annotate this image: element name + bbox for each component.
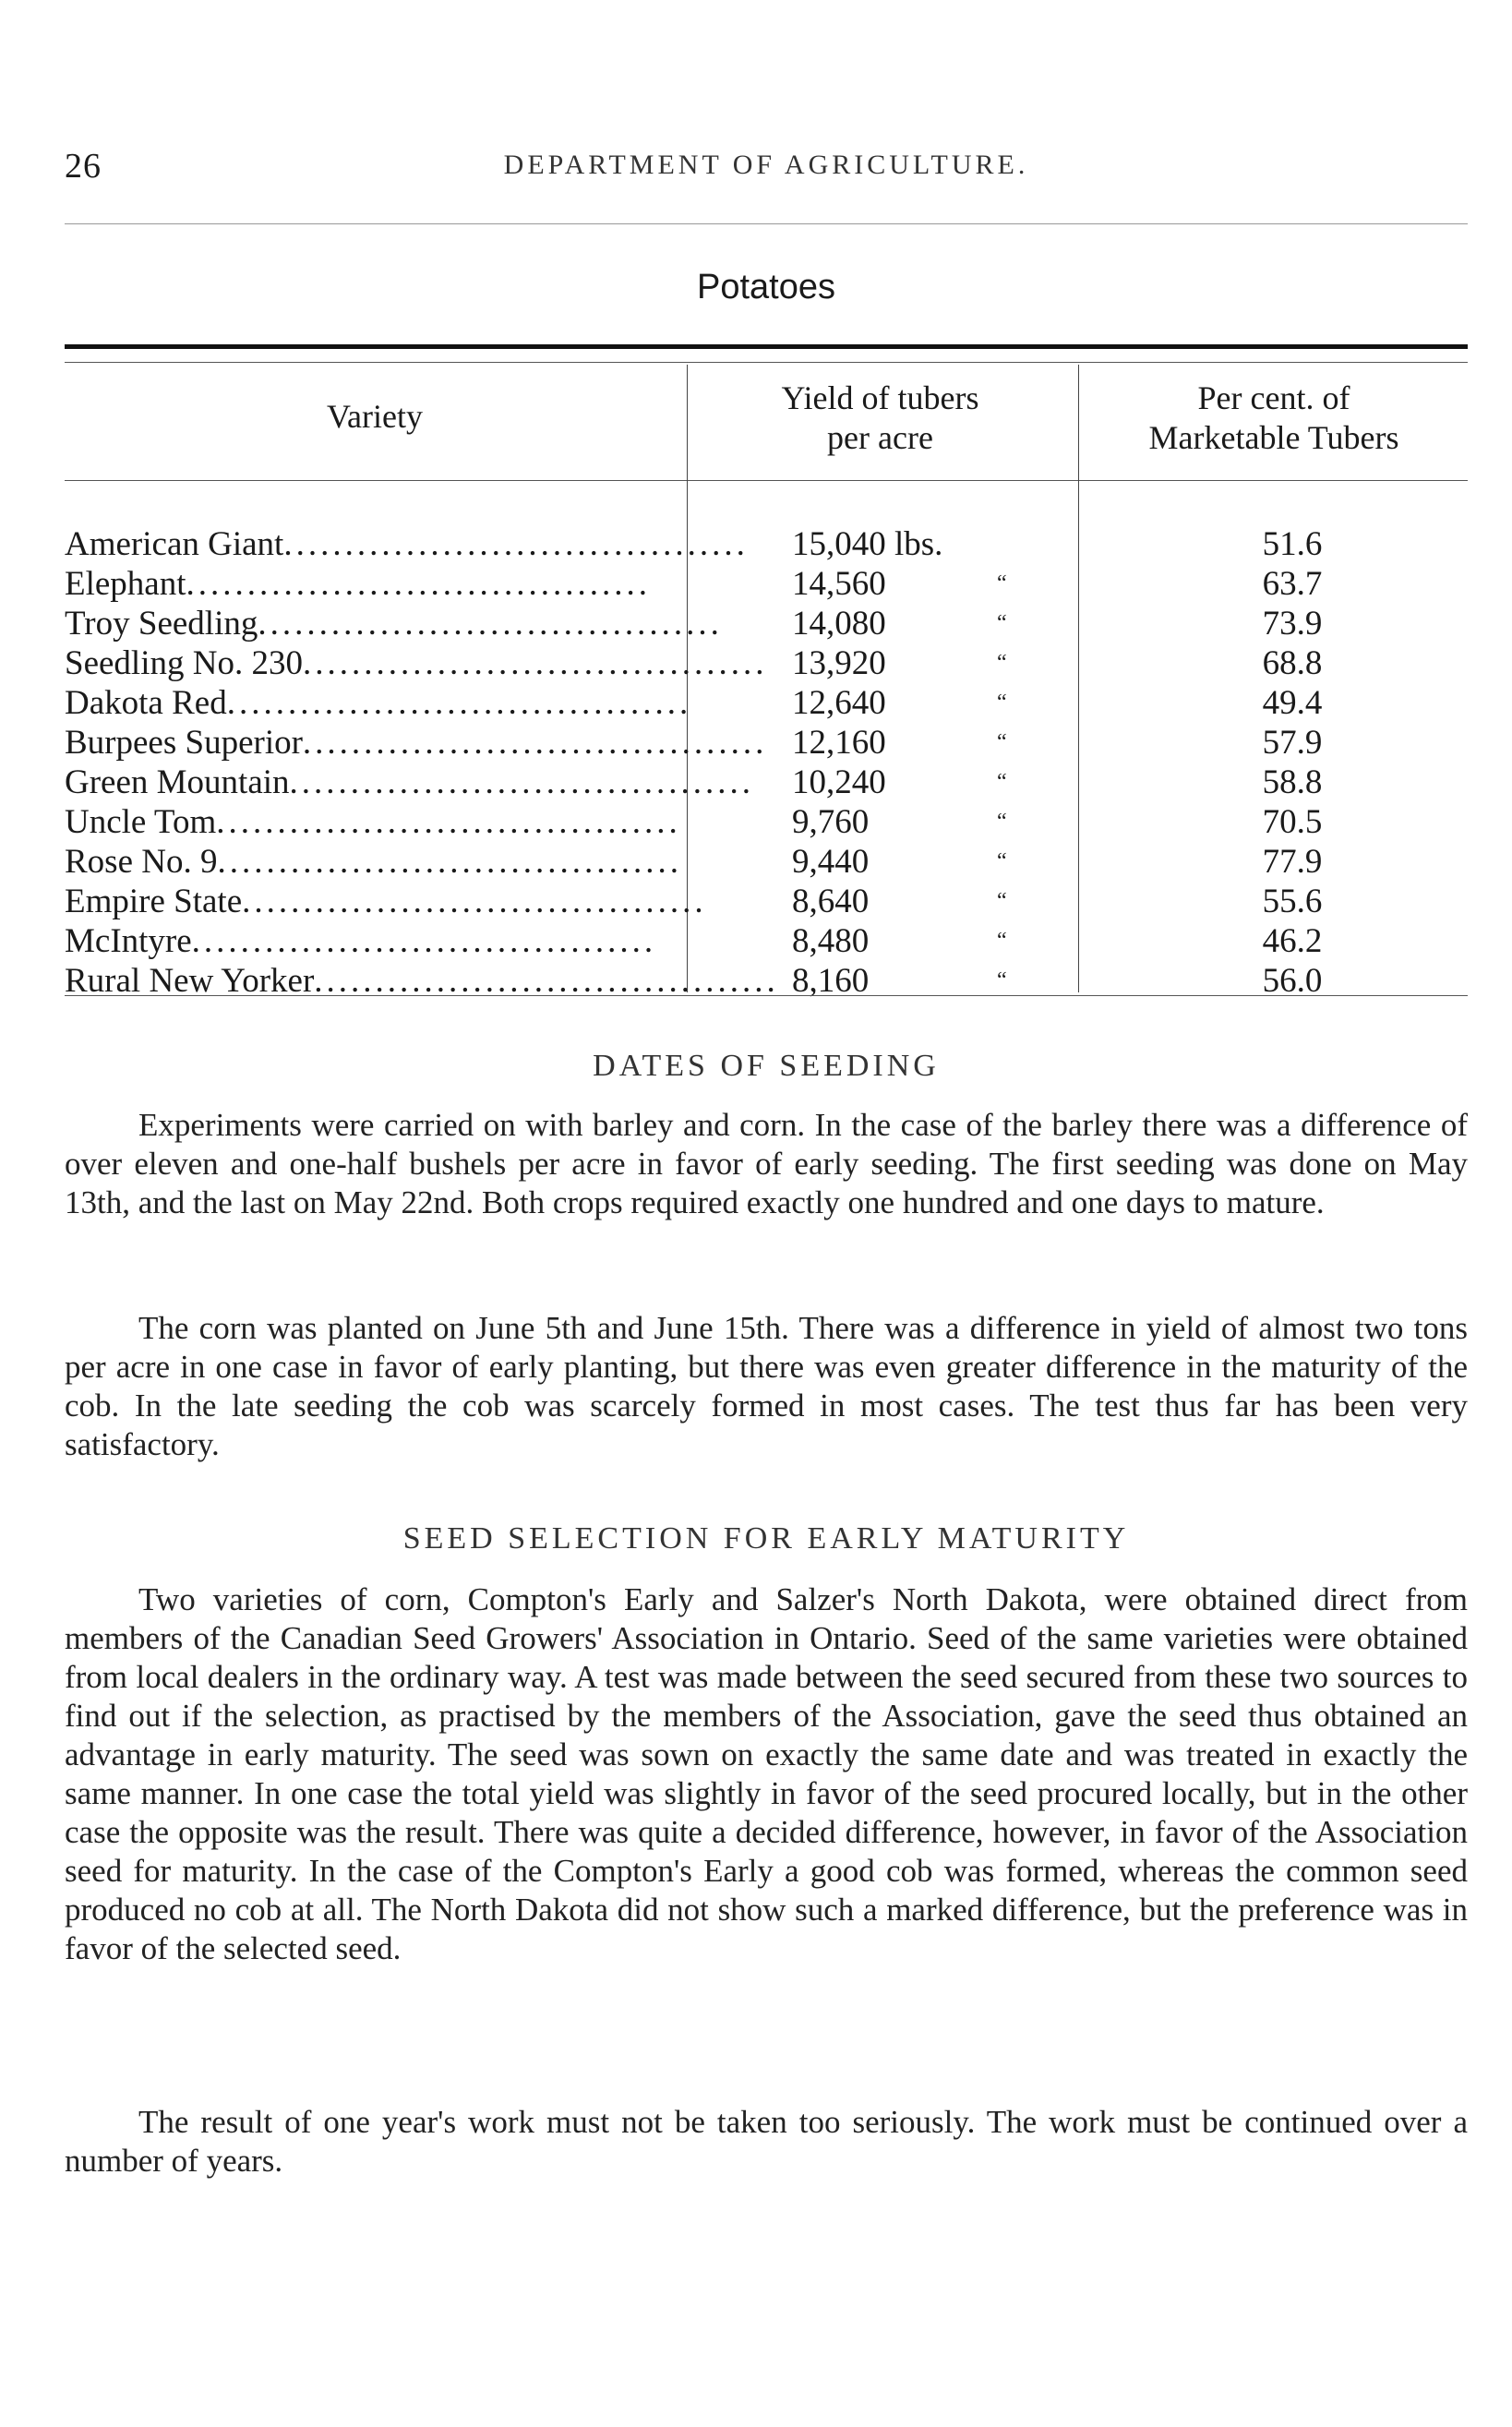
variety-name: Rural New Yorker xyxy=(65,962,315,1000)
header-rule xyxy=(65,223,1468,224)
yield-value: 13,920 xyxy=(792,644,886,682)
percent-value: 77.9 xyxy=(1262,843,1323,881)
table-row: American Giant...................................... 15,040 lbs. 51.6 xyxy=(65,524,1468,564)
ditto-mark: “ xyxy=(997,651,1007,675)
column-header-percent: Per cent. of Marketable Tubers xyxy=(1148,379,1399,456)
variety-name: Burpees Superior xyxy=(65,724,303,762)
table-row: Troy Seedling...................................... 14,080 “ 73.9 xyxy=(65,604,1468,643)
variety-name: Troy Seedling xyxy=(65,605,258,643)
percent-value: 51.6 xyxy=(1262,525,1323,563)
percent-value: 55.6 xyxy=(1262,883,1323,920)
table-row: Dakota Red...................................... 12,640 “ 49.4 xyxy=(65,683,1468,723)
yield-value: 9,760 xyxy=(792,803,870,841)
percent-value: 49.4 xyxy=(1262,684,1323,722)
running-head xyxy=(65,146,1468,192)
table-row: Empire State...................................... 8,640 “ 55.6 xyxy=(65,882,1468,921)
ditto-mark: “ xyxy=(997,770,1007,794)
table-top-rule-thin xyxy=(65,362,1468,363)
paragraph-dates-2: The corn was planted on June 5th and June 15th. There was a difference in yield of almost two tons per acre in one case in favor of early planting, but there was even greater difference in the maturity of the cob. In the late seeding the cob was scarcely formed in most cases. The test thus far has been very satisfactory. xyxy=(65,1310,1468,1462)
ditto-mark: “ xyxy=(997,730,1007,754)
ditto-mark: “ xyxy=(997,810,1007,834)
variety-name: Uncle Tom xyxy=(65,803,217,841)
table-title: Potatoes xyxy=(697,268,835,306)
yield-value: 14,080 xyxy=(792,605,886,643)
ditto-mark: “ xyxy=(997,611,1007,635)
table-row: Rose No. 9...................................... 9,440 “ 77.9 xyxy=(65,842,1468,882)
table-row: Burpees Superior...................................... 12,160 “ 57.9 xyxy=(65,723,1468,763)
yield-value: 8,480 xyxy=(792,922,870,960)
variety-name: Empire State xyxy=(65,883,243,920)
table-body xyxy=(65,524,1468,1001)
ditto-mark: “ xyxy=(997,691,1007,715)
ditto-mark: “ xyxy=(997,968,1007,992)
table-row: Green Mountain...................................... 10,240 “ 58.8 xyxy=(65,763,1468,802)
percent-value: 57.9 xyxy=(1262,724,1323,762)
percent-value: 68.8 xyxy=(1262,644,1323,682)
table-row: Elephant...................................... 14,560 “ 63.7 xyxy=(65,564,1468,604)
variety-name: American Giant xyxy=(65,525,284,563)
percent-value: 58.8 xyxy=(1262,763,1323,801)
yield-value: 12,160 xyxy=(792,724,886,762)
percent-value: 46.2 xyxy=(1262,922,1323,960)
table-row: Uncle Tom...................................... 9,760 “ 70.5 xyxy=(65,802,1468,842)
percent-value: 56.0 xyxy=(1262,962,1323,1000)
ditto-mark: “ xyxy=(997,929,1007,953)
yield-value: 9,440 xyxy=(792,843,870,881)
yield-value: 8,640 xyxy=(792,883,870,920)
running-title: DEPARTMENT OF AGRICULTURE. xyxy=(503,150,1029,180)
column-header-yield: Yield of tubers per acre xyxy=(781,379,979,456)
percent-value: 73.9 xyxy=(1262,605,1323,643)
table-row: Seedling No. 230...................................... 13,920 “ 68.8 xyxy=(65,643,1468,683)
table-row: McIntyre...................................... 8,480 “ 46.2 xyxy=(65,921,1468,961)
yield-value: 12,640 xyxy=(792,684,886,722)
yield-value: 15,040 lbs. xyxy=(792,525,943,563)
yield-value: 10,240 xyxy=(792,763,886,801)
variety-name: Green Mountain xyxy=(65,763,290,801)
ditto-mark: “ xyxy=(997,889,1007,913)
percent-value: 70.5 xyxy=(1262,803,1323,841)
variety-name: Seedling No. 230 xyxy=(65,644,303,682)
yield-value: 14,560 xyxy=(792,565,886,603)
paragraph-seed-1: Two varieties of corn, Compton's Early and Salzer's North Dakota, were obtained direct from members of the Canadian Seed Growers' Association in Ontario. Seed of the same varieties were obtained from local dealers in the ordinary way. A test was made between the seed secured from these two sources to find out if the selection, as practised by the members of the Association, gave the seed thus obtained an advantage in early maturity. The seed was sown on exactly the same date and was treated in exactly the same manner. In one case the total yield was slightly in favor of the seed procured locally, but in the other case the opposite was the result. There was quite a decided difference, however, in favor of the Association seed for maturity. In the case of the Compton's Early a good cob was formed, whereas the common seed produced no cob at all. The North Dakota did not show such a marked difference, but the preference was in favor of the selected seed. xyxy=(65,1581,1468,1966)
column-header-variety: Variety xyxy=(327,398,423,435)
ditto-mark: “ xyxy=(997,571,1007,595)
variety-name: McIntyre xyxy=(65,922,192,960)
paragraph-seed-2: The result of one year's work must not be taken too seriously. The work must be continued over a number of years. xyxy=(65,2104,1468,2179)
variety-name: Elephant xyxy=(65,565,186,603)
percent-value: 63.7 xyxy=(1262,565,1323,603)
section-heading-seed: SEED SELECTION FOR EARLY MATURITY xyxy=(402,1521,1130,1556)
ditto-mark: “ xyxy=(997,849,1007,873)
header-bottom-rule xyxy=(65,480,1468,481)
section-heading-dates: DATES OF SEEDING xyxy=(593,1049,940,1083)
page-number: 26 xyxy=(65,147,102,186)
table-top-rule xyxy=(65,344,1468,349)
table-bottom-rule xyxy=(65,995,1468,996)
variety-name: Rose No. 9 xyxy=(65,843,218,881)
table-row: Rural New Yorker...................................... 8,160 “ 56.0 xyxy=(65,961,1468,1001)
variety-name: Dakota Red xyxy=(65,684,227,722)
yield-value: 8,160 xyxy=(792,962,870,1000)
paragraph-dates-1: Experiments were carried on with barley and corn. In the case of the barley there was a difference of over eleven and one-half bushels per acre in favor of early seeding. The first seeding was done on May 13th, and the last on May 22nd. Both crops required exactly one hundred and one days to mature. xyxy=(65,1107,1468,1220)
